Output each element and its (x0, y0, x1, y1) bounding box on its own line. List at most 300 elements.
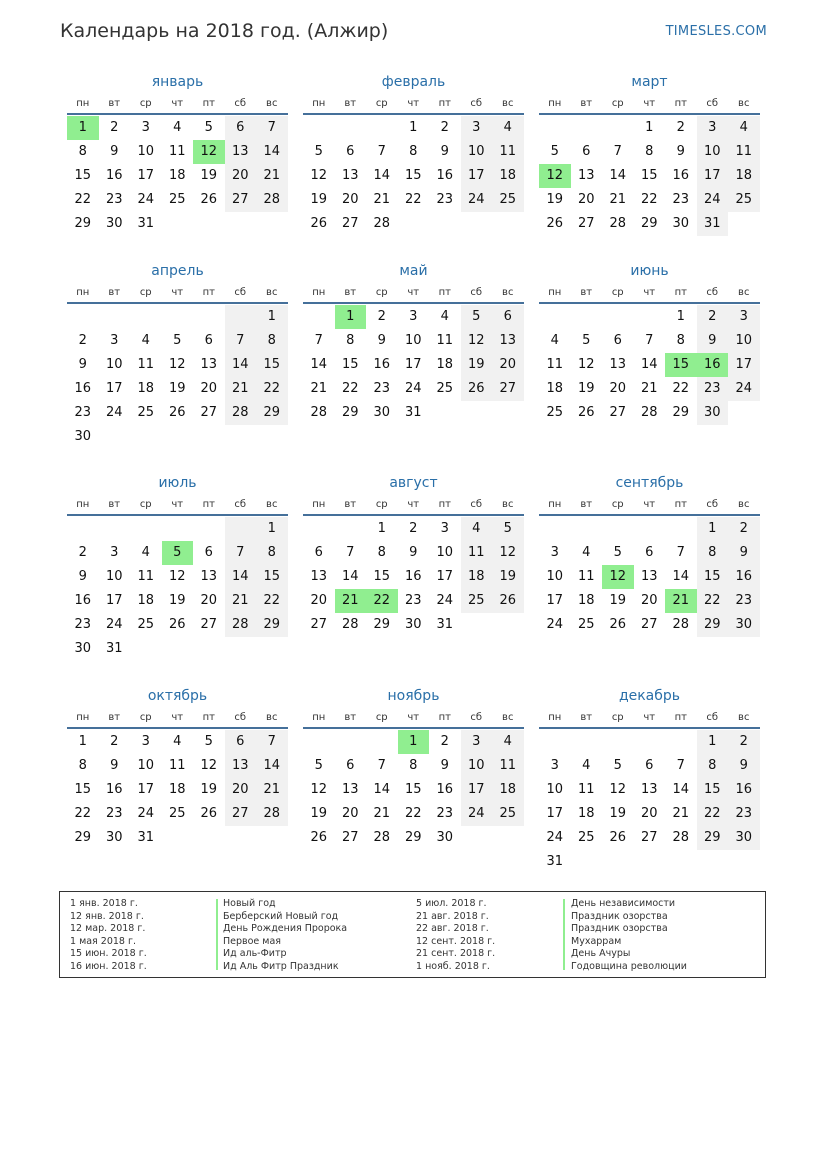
day-cell[interactable]: 9 (697, 329, 729, 353)
day-cell[interactable]: 3 (550, 758, 559, 773)
day-cell[interactable]: 7 (256, 116, 288, 140)
day-cell[interactable]: 14 (609, 168, 627, 183)
day-cell[interactable]: 6 (346, 758, 355, 773)
day-cell[interactable]: 14 (225, 353, 257, 377)
day-cell[interactable]: 9 (78, 569, 87, 584)
day-cell[interactable]: 11 (436, 333, 454, 348)
day-cell[interactable]: 26 (200, 806, 218, 821)
day-cell[interactable]: 3 (550, 545, 559, 560)
day-cell[interactable]: 4 (461, 517, 493, 541)
day-cell[interactable]: 23 (728, 589, 760, 613)
day-cell[interactable]: 10 (728, 329, 760, 353)
day-cell[interactable]: 26 (168, 617, 186, 632)
day-cell[interactable]: 23 (105, 192, 123, 207)
day-cell[interactable]: 15 (74, 168, 92, 183)
day-cell[interactable]: 15 (697, 565, 729, 589)
day-cell[interactable]: 21 (225, 589, 257, 613)
day-cell[interactable]: 10 (697, 140, 729, 164)
day-cell[interactable]: 22 (404, 192, 422, 207)
day-cell[interactable]: 1 (676, 309, 685, 324)
day-cell[interactable]: 1 (256, 517, 288, 541)
day-cell[interactable]: 1 (256, 305, 288, 329)
day-cell[interactable]: 19 (168, 593, 186, 608)
day-cell[interactable]: 19 (310, 806, 328, 821)
day-cell[interactable]: 3 (110, 545, 119, 560)
day-cell[interactable]: 2 (728, 730, 760, 754)
day-cell[interactable]: 5 (492, 517, 524, 541)
day-cell[interactable]: 14 (672, 569, 690, 584)
day-cell[interactable]: 3 (461, 116, 493, 140)
day-cell[interactable]: 15 (373, 569, 391, 584)
day-cell[interactable]: 8 (645, 144, 654, 159)
day-cell[interactable]: 11 (546, 357, 564, 372)
day-cell[interactable]: 14 (256, 754, 288, 778)
day-cell[interactable]: 30 (404, 617, 422, 632)
day-cell[interactable]: 7 (645, 333, 654, 348)
day-cell[interactable]: 21 (256, 778, 288, 802)
day-cell[interactable]: 16 (373, 357, 391, 372)
day-cell[interactable]: 10 (137, 758, 155, 773)
day-cell[interactable]: 13 (225, 140, 257, 164)
day-cell[interactable]: 6 (204, 333, 213, 348)
day-cell[interactable]: 12 (539, 164, 571, 188)
day-cell[interactable]: 16 (404, 569, 422, 584)
day-cell[interactable]: 28 (373, 830, 391, 845)
day-cell[interactable]: 1 (409, 120, 418, 135)
day-cell[interactable]: 30 (74, 641, 92, 656)
day-cell[interactable]: 17 (461, 164, 493, 188)
day-cell[interactable]: 24 (137, 192, 155, 207)
day-cell[interactable]: 5 (550, 144, 559, 159)
day-cell[interactable]: 15 (697, 778, 729, 802)
day-cell[interactable]: 17 (137, 782, 155, 797)
day-cell[interactable]: 23 (74, 617, 92, 632)
day-cell[interactable]: 24 (697, 188, 729, 212)
day-cell[interactable]: 16 (74, 381, 92, 396)
day-cell[interactable]: 16 (697, 353, 729, 377)
day-cell[interactable]: 12 (310, 782, 328, 797)
day-cell[interactable]: 5 (461, 305, 493, 329)
day-cell[interactable]: 7 (613, 144, 622, 159)
day-cell[interactable]: 2 (78, 333, 87, 348)
day-cell[interactable]: 9 (440, 144, 449, 159)
day-cell[interactable]: 28 (373, 216, 391, 231)
day-cell[interactable]: 20 (640, 806, 658, 821)
day-cell[interactable]: 11 (577, 782, 595, 797)
day-cell[interactable]: 28 (225, 613, 257, 637)
day-cell[interactable]: 27 (341, 830, 359, 845)
day-cell[interactable]: 21 (335, 589, 367, 613)
day-cell[interactable]: 8 (78, 144, 87, 159)
day-cell[interactable]: 6 (225, 116, 257, 140)
day-cell[interactable]: 14 (225, 565, 257, 589)
day-cell[interactable]: 27 (200, 405, 218, 420)
day-cell[interactable]: 12 (168, 569, 186, 584)
day-cell[interactable]: 30 (373, 405, 391, 420)
day-cell[interactable]: 17 (546, 806, 564, 821)
day-cell[interactable]: 23 (74, 405, 92, 420)
day-cell[interactable]: 13 (577, 168, 595, 183)
day-cell[interactable]: 4 (582, 545, 591, 560)
day-cell[interactable]: 28 (609, 216, 627, 231)
day-cell[interactable]: 24 (105, 405, 123, 420)
day-cell[interactable]: 13 (341, 168, 359, 183)
day-cell[interactable]: 22 (366, 589, 398, 613)
day-cell[interactable]: 19 (609, 806, 627, 821)
day-cell[interactable]: 11 (137, 357, 155, 372)
day-cell[interactable]: 6 (613, 333, 622, 348)
day-cell[interactable]: 16 (672, 168, 690, 183)
day-cell[interactable]: 16 (436, 782, 454, 797)
day-cell[interactable]: 1 (377, 521, 386, 536)
day-cell[interactable]: 18 (492, 778, 524, 802)
day-cell[interactable]: 12 (461, 329, 493, 353)
day-cell[interactable]: 7 (314, 333, 323, 348)
day-cell[interactable]: 19 (200, 782, 218, 797)
day-cell[interactable]: 17 (404, 357, 422, 372)
day-cell[interactable]: 21 (640, 381, 658, 396)
day-cell[interactable]: 22 (256, 377, 288, 401)
day-cell[interactable]: 19 (310, 192, 328, 207)
day-cell[interactable]: 13 (200, 357, 218, 372)
day-cell[interactable]: 9 (78, 357, 87, 372)
day-cell[interactable]: 9 (676, 144, 685, 159)
day-cell[interactable]: 5 (314, 144, 323, 159)
day-cell[interactable]: 8 (256, 329, 288, 353)
day-cell[interactable]: 17 (105, 593, 123, 608)
day-cell[interactable]: 11 (461, 541, 493, 565)
day-cell[interactable]: 7 (676, 545, 685, 560)
day-cell[interactable]: 3 (110, 333, 119, 348)
day-cell[interactable]: 13 (200, 569, 218, 584)
day-cell[interactable]: 14 (256, 140, 288, 164)
day-cell[interactable]: 15 (74, 782, 92, 797)
day-cell[interactable]: 24 (105, 617, 123, 632)
day-cell[interactable]: 2 (110, 120, 119, 135)
day-cell[interactable]: 24 (546, 830, 564, 845)
day-cell[interactable]: 8 (697, 754, 729, 778)
day-cell[interactable]: 24 (461, 802, 493, 826)
day-cell[interactable]: 3 (409, 309, 418, 324)
day-cell[interactable]: 8 (346, 333, 355, 348)
day-cell[interactable]: 28 (310, 405, 328, 420)
day-cell[interactable]: 3 (697, 116, 729, 140)
day-cell[interactable]: 6 (225, 730, 257, 754)
day-cell[interactable]: 13 (310, 569, 328, 584)
day-cell[interactable]: 18 (577, 593, 595, 608)
day-cell[interactable]: 4 (173, 734, 182, 749)
day-cell[interactable]: 24 (436, 593, 454, 608)
day-cell[interactable]: 29 (256, 613, 288, 637)
day-cell[interactable]: 15 (640, 168, 658, 183)
day-cell[interactable]: 18 (168, 168, 186, 183)
day-cell[interactable]: 28 (672, 617, 690, 632)
day-cell[interactable]: 26 (310, 830, 328, 845)
day-cell[interactable]: 6 (492, 305, 524, 329)
day-cell[interactable]: 12 (310, 168, 328, 183)
day-cell[interactable]: 7 (377, 758, 386, 773)
day-cell[interactable]: 25 (436, 381, 454, 396)
day-cell[interactable]: 7 (346, 545, 355, 560)
day-cell[interactable]: 10 (546, 782, 564, 797)
day-cell[interactable]: 9 (110, 144, 119, 159)
day-cell[interactable]: 22 (697, 589, 729, 613)
day-cell[interactable]: 7 (225, 541, 257, 565)
day-cell[interactable]: 22 (341, 381, 359, 396)
day-cell[interactable]: 31 (697, 212, 729, 236)
day-cell[interactable]: 1 (335, 305, 367, 329)
day-cell[interactable]: 16 (728, 778, 760, 802)
day-cell[interactable]: 17 (697, 164, 729, 188)
day-cell[interactable]: 11 (577, 569, 595, 584)
day-cell[interactable]: 3 (440, 521, 449, 536)
day-cell[interactable]: 26 (461, 377, 493, 401)
day-cell[interactable]: 14 (341, 569, 359, 584)
day-cell[interactable]: 4 (550, 333, 559, 348)
day-cell[interactable]: 19 (492, 565, 524, 589)
day-cell[interactable]: 23 (697, 377, 729, 401)
day-cell[interactable]: 19 (577, 381, 595, 396)
day-cell[interactable]: 20 (640, 593, 658, 608)
day-cell[interactable]: 7 (225, 329, 257, 353)
day-cell[interactable]: 27 (200, 617, 218, 632)
day-cell[interactable]: 2 (697, 305, 729, 329)
day-cell[interactable]: 24 (461, 188, 493, 212)
day-cell[interactable]: 3 (141, 734, 150, 749)
day-cell[interactable]: 20 (225, 778, 257, 802)
day-cell[interactable]: 20 (225, 164, 257, 188)
day-cell[interactable]: 29 (256, 401, 288, 425)
day-cell[interactable]: 29 (341, 405, 359, 420)
day-cell[interactable]: 21 (609, 192, 627, 207)
day-cell[interactable]: 5 (173, 333, 182, 348)
day-cell[interactable]: 9 (440, 758, 449, 773)
day-cell[interactable]: 13 (492, 329, 524, 353)
day-cell[interactable]: 24 (728, 377, 760, 401)
day-cell[interactable]: 26 (492, 589, 524, 613)
day-cell[interactable]: 2 (110, 734, 119, 749)
day-cell[interactable]: 5 (613, 545, 622, 560)
day-cell[interactable]: 18 (168, 782, 186, 797)
day-cell[interactable]: 10 (137, 144, 155, 159)
day-cell[interactable]: 10 (105, 569, 123, 584)
day-cell[interactable]: 25 (728, 188, 760, 212)
day-cell[interactable]: 11 (728, 140, 760, 164)
day-cell[interactable]: 30 (105, 830, 123, 845)
day-cell[interactable]: 14 (373, 782, 391, 797)
day-cell[interactable]: 15 (341, 357, 359, 372)
day-cell[interactable]: 10 (436, 545, 454, 560)
day-cell[interactable]: 15 (256, 565, 288, 589)
day-cell[interactable]: 8 (377, 545, 386, 560)
day-cell[interactable]: 20 (609, 381, 627, 396)
day-cell[interactable]: 25 (546, 405, 564, 420)
day-cell[interactable]: 20 (341, 192, 359, 207)
day-cell[interactable]: 13 (341, 782, 359, 797)
day-cell[interactable]: 17 (546, 593, 564, 608)
day-cell[interactable]: 8 (409, 758, 418, 773)
day-cell[interactable]: 26 (310, 216, 328, 231)
day-cell[interactable]: 22 (256, 589, 288, 613)
day-cell[interactable]: 30 (105, 216, 123, 231)
day-cell[interactable]: 15 (665, 353, 697, 377)
day-cell[interactable]: 30 (728, 613, 760, 637)
day-cell[interactable]: 2 (409, 521, 418, 536)
day-cell[interactable]: 12 (193, 140, 225, 164)
day-cell[interactable]: 24 (137, 806, 155, 821)
day-cell[interactable]: 13 (225, 754, 257, 778)
day-cell[interactable]: 26 (577, 405, 595, 420)
day-cell[interactable]: 1 (398, 730, 430, 754)
day-cell[interactable]: 9 (110, 758, 119, 773)
day-cell[interactable]: 26 (200, 192, 218, 207)
day-cell[interactable]: 25 (492, 802, 524, 826)
day-cell[interactable]: 25 (168, 806, 186, 821)
day-cell[interactable]: 13 (640, 569, 658, 584)
day-cell[interactable]: 11 (168, 758, 186, 773)
day-cell[interactable]: 18 (728, 164, 760, 188)
day-cell[interactable]: 29 (697, 826, 729, 850)
day-cell[interactable]: 28 (672, 830, 690, 845)
day-cell[interactable]: 31 (404, 405, 422, 420)
day-cell[interactable]: 11 (137, 569, 155, 584)
day-cell[interactable]: 5 (204, 120, 213, 135)
day-cell[interactable]: 25 (492, 188, 524, 212)
day-cell[interactable]: 17 (137, 168, 155, 183)
day-cell[interactable]: 16 (105, 782, 123, 797)
day-cell[interactable]: 5 (204, 734, 213, 749)
day-cell[interactable]: 28 (256, 802, 288, 826)
day-cell[interactable]: 19 (461, 353, 493, 377)
day-cell[interactable]: 29 (74, 216, 92, 231)
day-cell[interactable]: 8 (676, 333, 685, 348)
day-cell[interactable]: 18 (492, 164, 524, 188)
day-cell[interactable]: 31 (546, 854, 564, 869)
day-cell[interactable]: 20 (200, 593, 218, 608)
day-cell[interactable]: 30 (697, 401, 729, 425)
day-cell[interactable]: 22 (640, 192, 658, 207)
day-cell[interactable]: 9 (728, 541, 760, 565)
day-cell[interactable]: 2 (440, 734, 449, 749)
day-cell[interactable]: 20 (492, 353, 524, 377)
day-cell[interactable]: 21 (310, 381, 328, 396)
day-cell[interactable]: 26 (609, 830, 627, 845)
day-cell[interactable]: 9 (409, 545, 418, 560)
day-cell[interactable]: 25 (577, 830, 595, 845)
day-cell[interactable]: 2 (676, 120, 685, 135)
day-cell[interactable]: 17 (728, 353, 760, 377)
day-cell[interactable]: 23 (373, 381, 391, 396)
site-logo-link[interactable]: TIMESLES.COM (665, 24, 767, 39)
day-cell[interactable]: 18 (461, 565, 493, 589)
day-cell[interactable]: 25 (137, 405, 155, 420)
day-cell[interactable]: 13 (640, 782, 658, 797)
day-cell[interactable]: 24 (404, 381, 422, 396)
day-cell[interactable]: 1 (645, 120, 654, 135)
day-cell[interactable]: 12 (168, 357, 186, 372)
day-cell[interactable]: 15 (256, 353, 288, 377)
day-cell[interactable]: 23 (728, 802, 760, 826)
day-cell[interactable]: 27 (492, 377, 524, 401)
day-cell[interactable]: 13 (609, 357, 627, 372)
day-cell[interactable]: 30 (74, 429, 92, 444)
day-cell[interactable]: 4 (492, 116, 524, 140)
day-cell[interactable]: 10 (105, 357, 123, 372)
day-cell[interactable]: 31 (105, 641, 123, 656)
day-cell[interactable]: 27 (225, 802, 257, 826)
day-cell[interactable]: 28 (256, 188, 288, 212)
day-cell[interactable]: 18 (137, 593, 155, 608)
day-cell[interactable]: 31 (137, 830, 155, 845)
day-cell[interactable]: 4 (440, 309, 449, 324)
day-cell[interactable]: 27 (341, 216, 359, 231)
day-cell[interactable]: 28 (341, 617, 359, 632)
day-cell[interactable]: 21 (665, 589, 697, 613)
day-cell[interactable]: 14 (373, 168, 391, 183)
day-cell[interactable]: 29 (373, 617, 391, 632)
day-cell[interactable]: 20 (577, 192, 595, 207)
day-cell[interactable]: 21 (373, 806, 391, 821)
day-cell[interactable]: 9 (728, 754, 760, 778)
day-cell[interactable]: 8 (409, 144, 418, 159)
day-cell[interactable]: 1 (67, 116, 99, 140)
day-cell[interactable]: 20 (200, 381, 218, 396)
day-cell[interactable]: 26 (609, 617, 627, 632)
day-cell[interactable]: 7 (256, 730, 288, 754)
day-cell[interactable]: 14 (310, 357, 328, 372)
day-cell[interactable]: 11 (168, 144, 186, 159)
day-cell[interactable]: 15 (404, 782, 422, 797)
day-cell[interactable]: 3 (728, 305, 760, 329)
day-cell[interactable]: 4 (728, 116, 760, 140)
day-cell[interactable]: 27 (609, 405, 627, 420)
day-cell[interactable]: 12 (200, 758, 218, 773)
day-cell[interactable]: 25 (461, 589, 493, 613)
day-cell[interactable]: 23 (436, 806, 454, 821)
day-cell[interactable]: 26 (546, 216, 564, 231)
day-cell[interactable]: 9 (377, 333, 386, 348)
day-cell[interactable]: 23 (105, 806, 123, 821)
day-cell[interactable]: 18 (137, 381, 155, 396)
day-cell[interactable]: 30 (672, 216, 690, 231)
day-cell[interactable]: 6 (582, 144, 591, 159)
day-cell[interactable]: 4 (173, 120, 182, 135)
day-cell[interactable]: 10 (461, 754, 493, 778)
day-cell[interactable]: 18 (436, 357, 454, 372)
day-cell[interactable]: 2 (440, 120, 449, 135)
day-cell[interactable]: 17 (436, 569, 454, 584)
day-cell[interactable]: 24 (546, 617, 564, 632)
day-cell[interactable]: 25 (137, 617, 155, 632)
day-cell[interactable]: 22 (672, 381, 690, 396)
day-cell[interactable]: 14 (640, 357, 658, 372)
day-cell[interactable]: 15 (404, 168, 422, 183)
day-cell[interactable]: 3 (461, 730, 493, 754)
day-cell[interactable]: 23 (672, 192, 690, 207)
day-cell[interactable]: 27 (640, 617, 658, 632)
day-cell[interactable]: 12 (577, 357, 595, 372)
day-cell[interactable]: 27 (225, 188, 257, 212)
day-cell[interactable]: 1 (697, 517, 729, 541)
day-cell[interactable]: 29 (697, 613, 729, 637)
day-cell[interactable]: 4 (141, 333, 150, 348)
day-cell[interactable]: 17 (461, 778, 493, 802)
day-cell[interactable]: 11 (492, 754, 524, 778)
day-cell[interactable]: 25 (577, 617, 595, 632)
day-cell[interactable]: 7 (377, 144, 386, 159)
day-cell[interactable]: 16 (436, 168, 454, 183)
day-cell[interactable]: 22 (697, 802, 729, 826)
